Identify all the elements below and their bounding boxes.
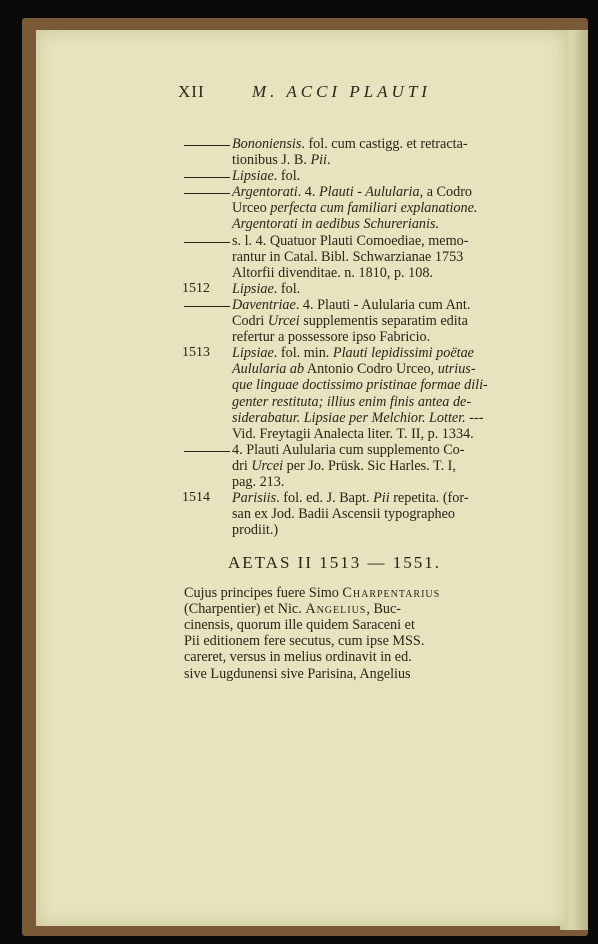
entry-line: san ex Jod. Badii Ascensii typographeo <box>232 506 456 523</box>
entry-line: Argentorati. 4. Plauti - Aulularia, a Codro <box>232 184 473 201</box>
entry-line: dri Urcei per Jo. Prüsk. Sic Harles. T. I, <box>232 457 456 474</box>
edition-year: 1512 <box>182 280 210 296</box>
entry-line: rantur in Catal. Bibl. Schwarzianae 1753 <box>232 248 464 265</box>
entry-line: s. l. 4. Quatuor Plauti Comoediae, memo- <box>232 232 469 249</box>
ditto-rule <box>184 177 230 178</box>
edition-year: 1514 <box>182 490 210 506</box>
section-heading: AETAS II 1513 — 1551. <box>228 553 441 572</box>
entry-line: Vid. Freytagii Analecta liter. T. II, p. 1334. <box>232 425 474 442</box>
edition-year: 1513 <box>182 345 210 361</box>
entry-line: que linguae doctissimo pristinae formae dili- <box>232 377 488 394</box>
entry-line: pag. 213. <box>232 474 285 491</box>
ditto-rule <box>184 306 230 307</box>
entry-line: prodiit.) <box>232 522 279 539</box>
entry-line: Bononiensis. fol. cum castigg. et retracta- <box>232 136 468 152</box>
entry-line: Altorfii divenditae. n. 1810, p. 108. <box>232 264 433 281</box>
entry-line: Lipsiae. fol. min. Plauti lepidissimi poëtae <box>232 345 474 362</box>
running-title: M. ACCI PLAUTI <box>252 82 431 101</box>
entry-line: siderabatur. Lipsiae per Melchior. Lotter. --- <box>232 409 484 426</box>
entry-line: Lipsiae. fol. <box>232 168 301 185</box>
page-number: XII <box>178 82 205 101</box>
ditto-rule <box>184 145 230 146</box>
entry-line: Argentorati in aedibus Schurerianis. <box>232 216 440 233</box>
entry-line: Daventriae. 4. Plauti - Aulularia cum Ant. <box>232 297 471 313</box>
ditto-rule <box>184 451 230 452</box>
paragraph-line: careret, versus in melius ordinavit in ed. <box>184 649 412 666</box>
entry-line: tionibus J. B. Pii. <box>232 152 331 169</box>
entry-line: Parisiis. fol. ed. J. Bapt. Pii repetita. (for- <box>232 490 469 507</box>
entry-line: genter restituta; illius enim finis antea de- <box>232 393 472 410</box>
ditto-rule <box>184 193 230 194</box>
entry-line: Codri Urcei supplementis separatim edita <box>232 313 468 330</box>
ditto-rule <box>184 242 230 243</box>
entry-line: Lipsiae. fol. <box>232 280 301 297</box>
entry-line: refertur a possessore ipso Fabricio. <box>232 329 431 346</box>
entry-line: Aulularia ab Antonio Codro Urceo, utrius- <box>232 361 476 378</box>
paragraph-line: Pii editionem fere secutus, cum ipse MSS. <box>184 633 425 650</box>
paragraph-line: cinensis, quorum ille quidem Saraceni et <box>184 617 415 634</box>
entry-line: Urceo perfecta cum familiari explanatione. <box>232 200 478 217</box>
entry-line: 4. Plauti Aulularia cum supplemento Co- <box>232 441 465 458</box>
paragraph-line: sive Lugdunensi sive Parisina, Angelius <box>184 665 411 682</box>
paragraph-line: Cujus principes fuere Simo Charpentarius <box>184 585 441 601</box>
paragraph-line: (Charpentier) et Nic. Angelius, Buc- <box>184 601 402 618</box>
